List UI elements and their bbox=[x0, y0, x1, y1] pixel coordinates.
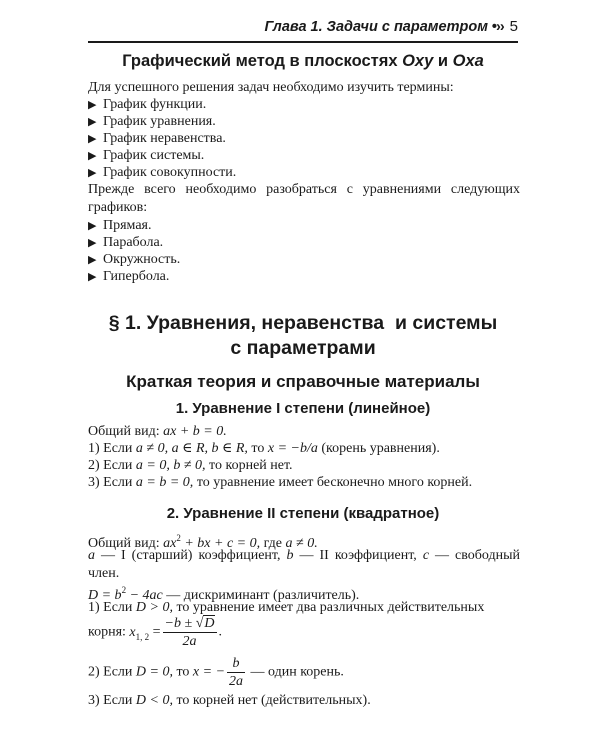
graph-intro-2: Прежде всего необходимо разобраться с уравнениями следующих графиков: bbox=[88, 182, 520, 215]
bullet-icon: ▶ bbox=[88, 99, 97, 111]
list-item: ▶ Парабола. bbox=[88, 235, 164, 250]
list-item: ▶ График совокупности. bbox=[88, 165, 237, 180]
chapter-title: Глава 1. Задачи с параметром bbox=[264, 19, 488, 35]
list-item: ▶ График уравнения. bbox=[88, 114, 216, 129]
quadratic-case-3: 3) Если D < 0, то корней нет (действительных). bbox=[88, 693, 371, 708]
list-item: ▶ График неравенства. bbox=[88, 131, 226, 146]
linear-heading: 1. Уравнение I степени (линейное) bbox=[175, 400, 431, 417]
bullet-icon: ▶ bbox=[88, 150, 97, 162]
discriminant: $D = b^2 - 4ac$ — дискриминант (различитель). bbox=[88, 585, 360, 603]
graph-intro: Для успешного решения задач необходимо изучить термины: bbox=[88, 80, 454, 95]
list-item: ▶ График системы. bbox=[88, 148, 205, 163]
list-item: ▶ Окружность. bbox=[88, 252, 181, 267]
list-item: ▶ Гипербола. bbox=[88, 269, 170, 284]
linear-case-2: 2) Если a = 0, b ≠ 0, то корней нет. bbox=[88, 458, 293, 473]
list-item: ▶ График функции. bbox=[88, 97, 207, 112]
bullet-icon: ▶ bbox=[88, 237, 97, 249]
bullet-icon: ▶ bbox=[88, 116, 97, 128]
bullet-icon: ▶ bbox=[88, 133, 97, 145]
bullet-icon: ▶ bbox=[88, 167, 97, 179]
quadratic-case-1: 1) Если D > 0, то уравнение имеет два различных действительных bbox=[88, 600, 485, 615]
bullet-icon: ▶ bbox=[88, 254, 97, 266]
header-rule bbox=[88, 41, 518, 43]
quadratic-heading: 2. Уравнение II степени (квадратное) bbox=[166, 505, 440, 522]
bullet-icon: ▶ bbox=[88, 271, 97, 283]
graph-method-heading: Графический метод в плоскостях Oxy и Oxa bbox=[122, 52, 484, 70]
linear-case-3: 3) Если a = b = 0, то уравнение имеет бесконечно много корней. bbox=[88, 475, 473, 490]
list-item: ▶ Прямая. bbox=[88, 218, 152, 233]
section-subtitle: Краткая теория и справочные материалы bbox=[126, 372, 480, 391]
quadratic-roots-formula: корня: $x_{1, 2}$ = $\frac{-b \pm √D}{2a}$ . bbox=[88, 616, 222, 649]
linear-case-1: 1) Если a ≠ 0, a ∈ R, b ∈ R, то x = −b/a (корень уравнения). bbox=[88, 441, 440, 456]
running-head bbox=[88, 14, 518, 40]
section-heading: § 1. Уравнения, неравенства и системы с параметрами bbox=[108, 312, 498, 359]
ornament-icon: •›› bbox=[491, 19, 504, 35]
quadratic-coefficients: a — I (старший) коэффициент, b — II коэффициент, c — свободный член. bbox=[88, 548, 520, 581]
quadratic-general: Общий вид: $ax^2$ + bx + c = 0, где a ≠ 0. bbox=[88, 533, 318, 551]
page-number: 5 bbox=[509, 18, 518, 35]
roots-fraction: $\frac{-b \pm √D}{2a}$ bbox=[164, 616, 215, 649]
single-root-fraction: $\frac{b}{2a}$ bbox=[229, 656, 244, 689]
linear-general: Общий вид: ax + b = 0. bbox=[88, 424, 227, 439]
quadratic-case-2: 2) Если D = 0, то x = − $\frac{b}{2a}$ — один корень. bbox=[88, 656, 344, 689]
bullet-icon: ▶ bbox=[88, 220, 97, 232]
